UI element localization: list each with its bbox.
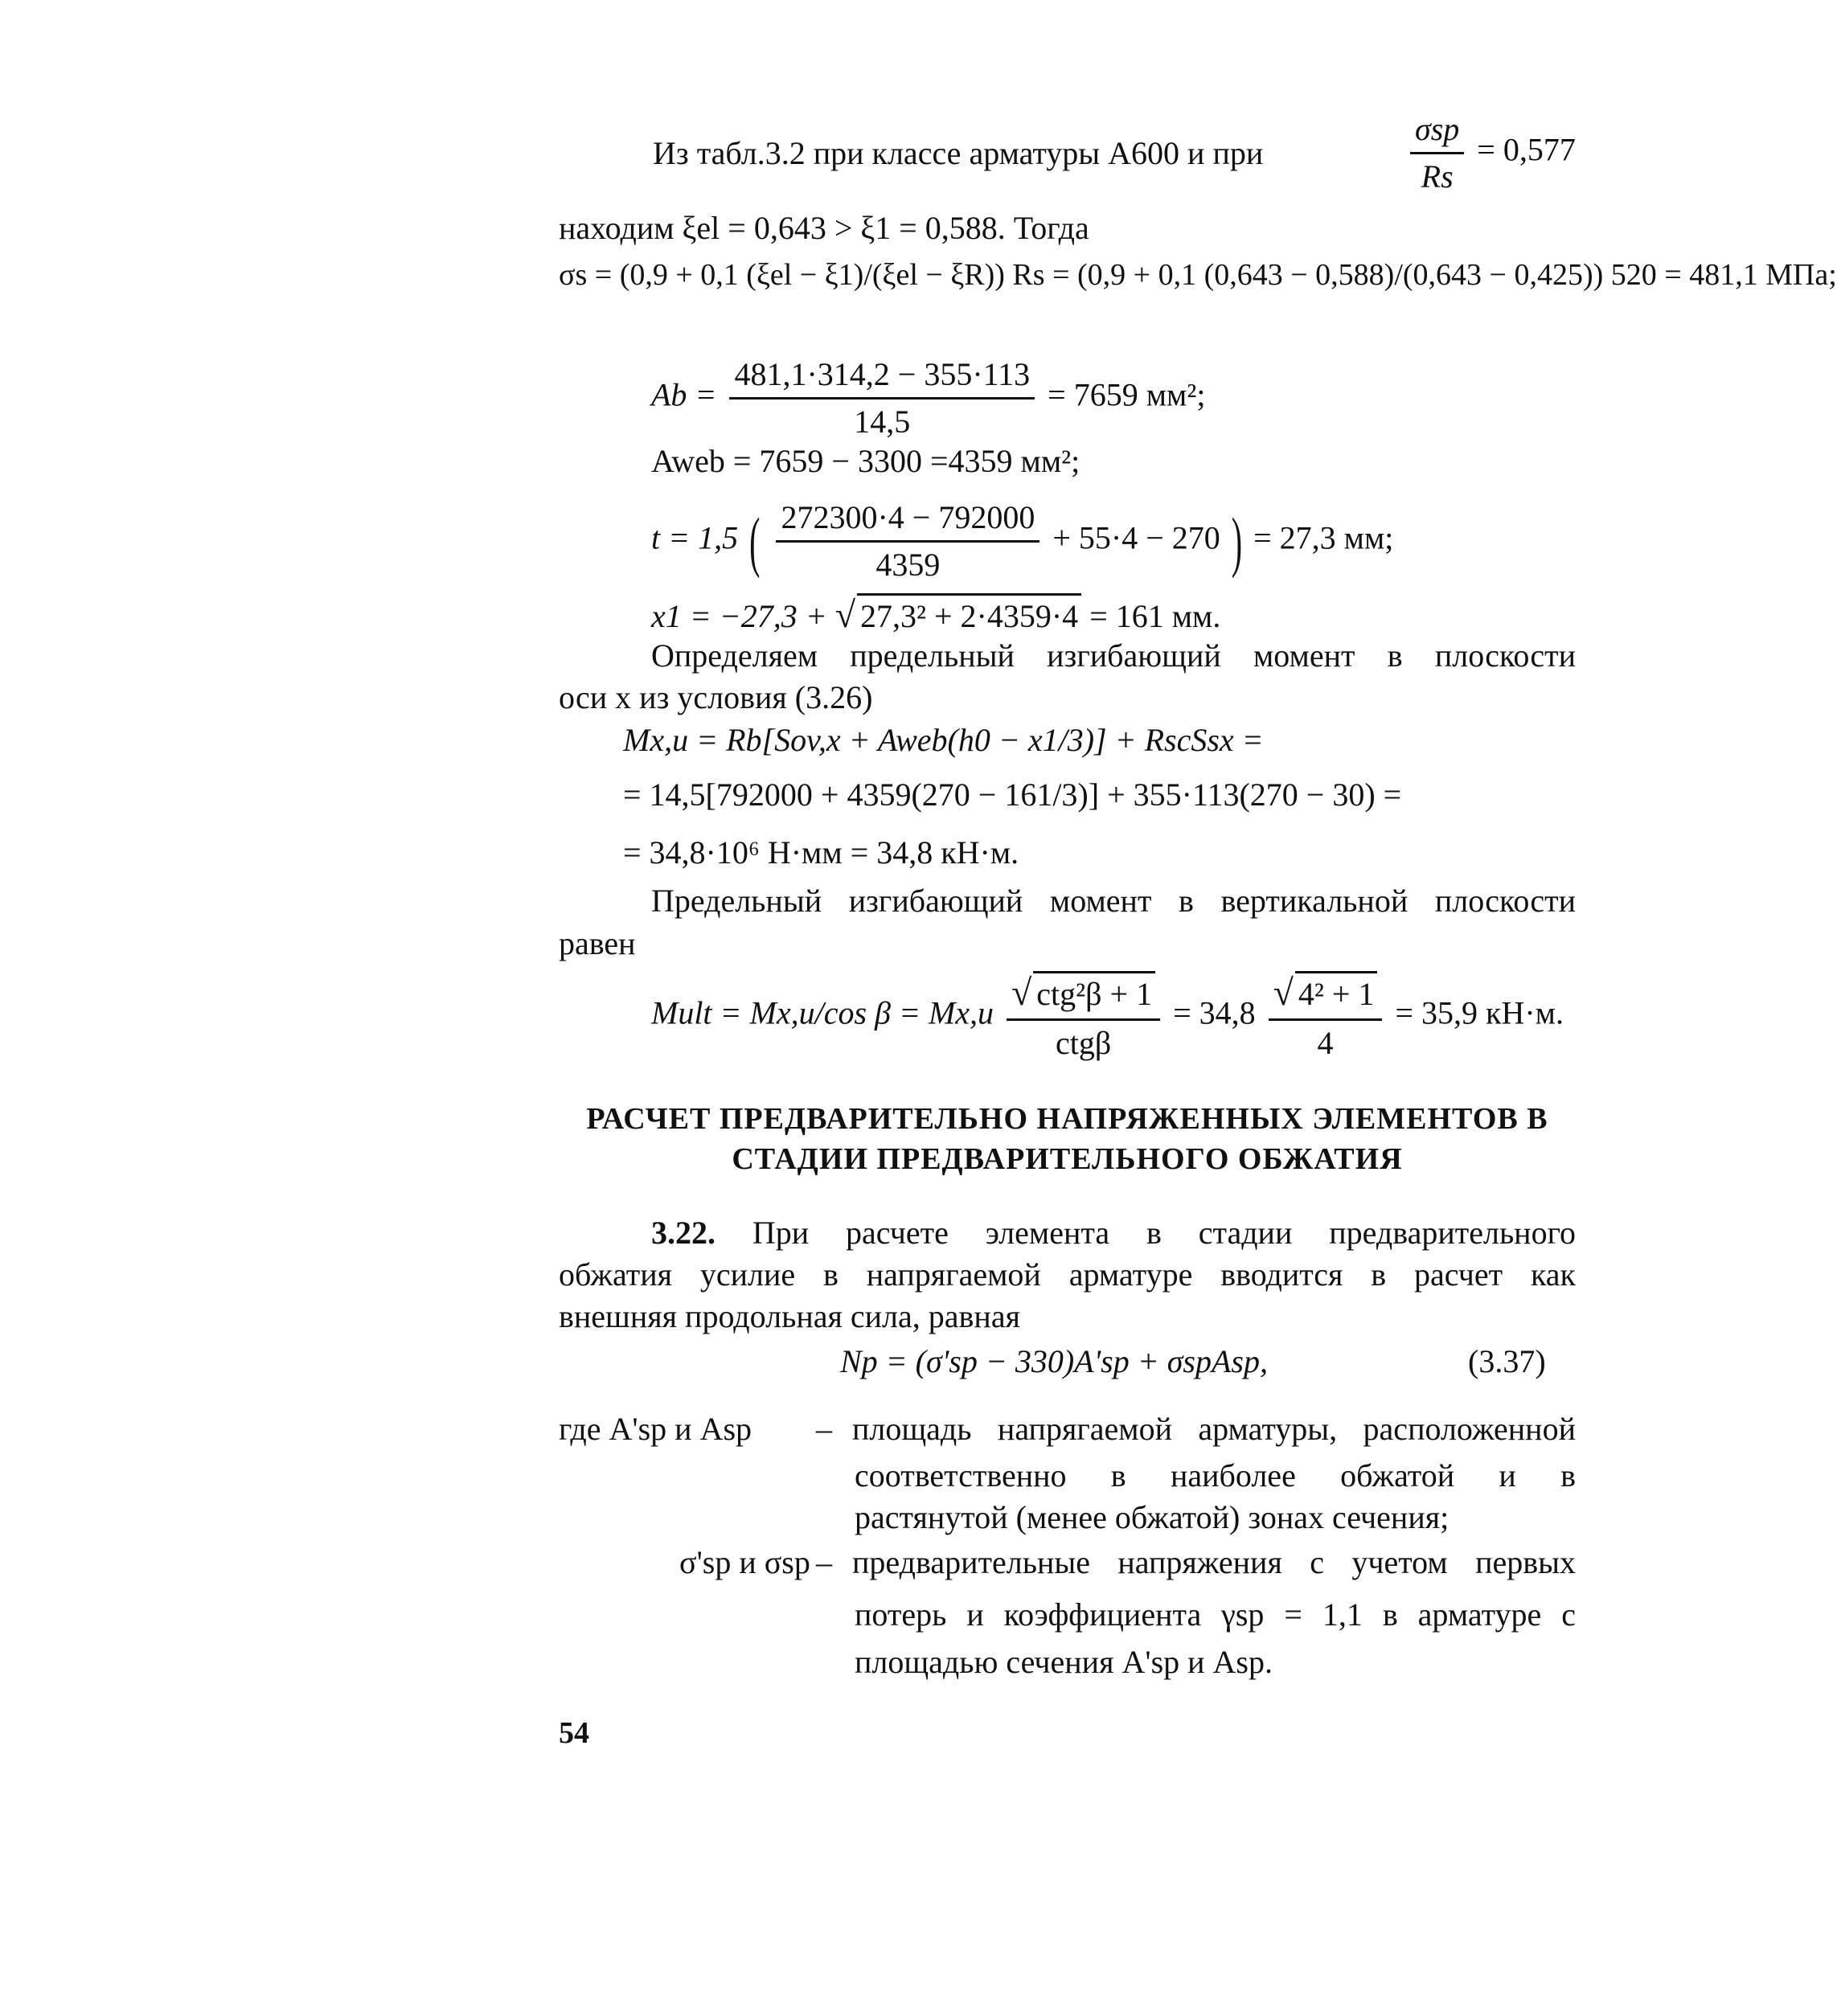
paragraph-1-line-1 [651, 635, 1576, 677]
equation-np-text: Np = (σ'sp − 330)A'sp + σspAsp, [840, 1343, 1268, 1379]
intro-line-2 [559, 207, 1089, 249]
equation-np-number-text: (3.37) [1468, 1343, 1546, 1379]
where-2-line-3 [855, 1641, 1273, 1683]
equation-t-rhs: = 27,3 мм; [1253, 519, 1394, 556]
paragraph-1-line-2 [559, 677, 872, 719]
equation-x1-radicand: 27,3² + 2·4359·4 [857, 593, 1081, 637]
section-3-22-line-3 [559, 1296, 1020, 1338]
equation-aweb [651, 440, 1080, 482]
equation-mult-radicand-2: 4² + 1 [1295, 971, 1378, 1015]
equation-ab [651, 354, 1205, 443]
intro-text: Из табл.3.2 при классе арматуры А600 и при [653, 135, 1264, 171]
intro-ratio-den: Rs [1421, 158, 1454, 195]
equation-ab-num: 481,1·314,2 − 355·113 [729, 354, 1035, 400]
section-heading-line-1-text: РАСЧЕТ ПРЕДВАРИТЕЛЬНО НАПРЯЖЕННЫХ ЭЛЕМЕНТОВ В [586, 1102, 1548, 1136]
where-1-line-1 [852, 1408, 1576, 1450]
where-2-symbols [679, 1542, 810, 1584]
intro-ratio-value: = 0,577 [1477, 131, 1576, 168]
equation-t-rest: + 55·4 − 270 [1052, 519, 1220, 556]
where-2-line-1-text: предварительные напряжения с учетом первых [852, 1544, 1576, 1580]
equation-mult-num-2 [1269, 969, 1383, 1021]
equation-m-line-2 [623, 774, 1401, 816]
section-3-22-line-3-text: внешняя продольная сила, равная [559, 1298, 1020, 1334]
section-number: 3.22. [651, 1215, 716, 1251]
equation-np-number [1468, 1341, 1546, 1383]
equation-mult [651, 969, 1564, 1064]
sqrt-icon: √ [834, 594, 855, 635]
equation-t-close-paren: ) [1231, 502, 1243, 579]
section-heading-line-2-text: СТАДИИ ПРЕДВАРИТЕЛЬНОГО ОБЖАТИЯ [732, 1142, 1403, 1176]
where-1-line-3-text: растянутой (менее обжатой) зонах сечения; [855, 1499, 1450, 1535]
intro-line-1 [653, 133, 1263, 174]
sqrt-icon: √ [1011, 972, 1032, 1013]
equation-ab-fraction [729, 354, 1035, 443]
section-heading-line-1 [559, 1100, 1576, 1139]
page-number-text: 54 [559, 1716, 589, 1750]
equation-ab-den: 14,5 [854, 404, 911, 440]
equation-mult-fraction-2 [1269, 969, 1383, 1064]
paragraph-2-line-2 [559, 923, 636, 965]
section-3-22-line-2-text: обжатия усилие в напрягаемой арматуре вводится в расчет как [559, 1256, 1576, 1293]
section-3-22-line-1 [651, 1212, 1576, 1254]
intro-line-2-text: находим ξel = 0,643 > ξ1 = 0,588. Тогда [559, 210, 1089, 246]
where-1-symbols-text: где A'sp и Asp [559, 1411, 752, 1447]
equation-ab-lhs: Ab = [651, 376, 717, 413]
section-3-22-line-2 [559, 1254, 1576, 1296]
section-heading-line-2 [559, 1140, 1576, 1179]
intro-ratio-num: σsp [1410, 109, 1464, 154]
where-1-line-1-text: площадь напрягаемой арматуры, расположенной [852, 1411, 1576, 1447]
equation-mult-fraction-1 [1007, 969, 1160, 1064]
where-1-line-2 [855, 1455, 1576, 1497]
equation-x1 [651, 591, 1220, 639]
equation-t-lhs: t = 1,5 [651, 519, 739, 556]
equation-t-num: 272300·4 − 792000 [776, 497, 1039, 543]
equation-mult-num-1 [1007, 969, 1160, 1021]
equation-x1-rhs: = 161 мм. [1089, 598, 1221, 634]
intro-ratio-fraction [1410, 109, 1464, 198]
where-2-dash [816, 1542, 832, 1584]
where-1-symbols [559, 1408, 752, 1450]
equation-m-line-3 [623, 832, 1019, 874]
paragraph-2-line-2-text: равен [559, 925, 636, 961]
paragraph-1-line-2-text: оси x из условия (3.26) [559, 679, 873, 715]
equation-m-line-2-text: = 14,5[792000 + 4359(270 − 161/3)] + 355·113(270 − 30) = [623, 776, 1402, 813]
section-3-22-line-1-text: При расчете элемента в стадии предварительного [752, 1215, 1576, 1251]
equation-mult-rhs: = 35,9 кН·м. [1395, 994, 1564, 1031]
equation-mult-lhs: Mult = Mx,u/cos β = Mx,u [651, 994, 994, 1031]
equation-m-line-3-text: = 34,8·10⁶ Н·мм = 34,8 кН·м. [623, 834, 1019, 871]
equation-m-line-1-text: Mx,u = Rb[Sov,x + Aweb(h0 − x1/3)] + RscSsx = [623, 722, 1264, 758]
equation-aweb-text: Aweb = 7659 − 3300 =4359 мм²; [651, 443, 1080, 479]
where-1-line-3 [855, 1497, 1449, 1539]
equation-t-fraction [776, 497, 1039, 586]
paragraph-2-line-1-text: Предельный изгибающий момент в вертикальной плоскости [651, 883, 1576, 919]
where-2-line-2-text: потерь и коэффициента γsp = 1,1 в арматуре с [855, 1596, 1576, 1633]
equation-mult-den-2: 4 [1317, 1024, 1334, 1061]
equation-t [651, 497, 1393, 586]
where-1-dash [816, 1408, 832, 1450]
where-2-symbols-text: σ'sp и σsp [679, 1544, 810, 1580]
equation-mult-radicand-1: ctg²β + 1 [1033, 971, 1155, 1015]
where-1-line-2-text: соответственно в наиболее обжатой и в [855, 1457, 1576, 1494]
equation-mult-mid: = 34,8 [1173, 994, 1256, 1031]
equation-sigma-s-text: σs = (0,9 + 0,1 (ξel − ξ1)/(ξel − ξR)) Rs = (0,9 + 0,1 (0,643 − 0,588)/(0,643 − 0,425)) 520 = 481,1 МПа; [559, 258, 1837, 292]
intro-ratio [1405, 109, 1576, 198]
where-2-line-3-text: площадью сечения A'sp и Asp. [855, 1644, 1273, 1680]
page-number [559, 1714, 589, 1753]
where-2-line-2 [855, 1594, 1576, 1636]
equation-np [840, 1341, 1268, 1383]
equation-x1-lhs: x1 = −27,3 + [651, 598, 827, 634]
where-1-dash-text: – [816, 1411, 832, 1447]
sqrt-icon: √ [1273, 972, 1294, 1013]
equation-t-open-paren: ( [749, 502, 761, 579]
equation-mult-den-1: ctgβ [1055, 1024, 1112, 1061]
equation-sigma-s [559, 256, 1837, 295]
paragraph-2-line-1 [651, 880, 1576, 922]
equation-m-line-1 [623, 719, 1264, 761]
where-2-line-1 [852, 1542, 1576, 1584]
paragraph-1-line-1-text: Определяем предельный изгибающий момент в плоскости [651, 637, 1576, 674]
equation-t-den: 4359 [875, 547, 941, 583]
where-2-dash-text: – [816, 1544, 832, 1580]
equation-ab-rhs: = 7659 мм²; [1048, 376, 1206, 413]
